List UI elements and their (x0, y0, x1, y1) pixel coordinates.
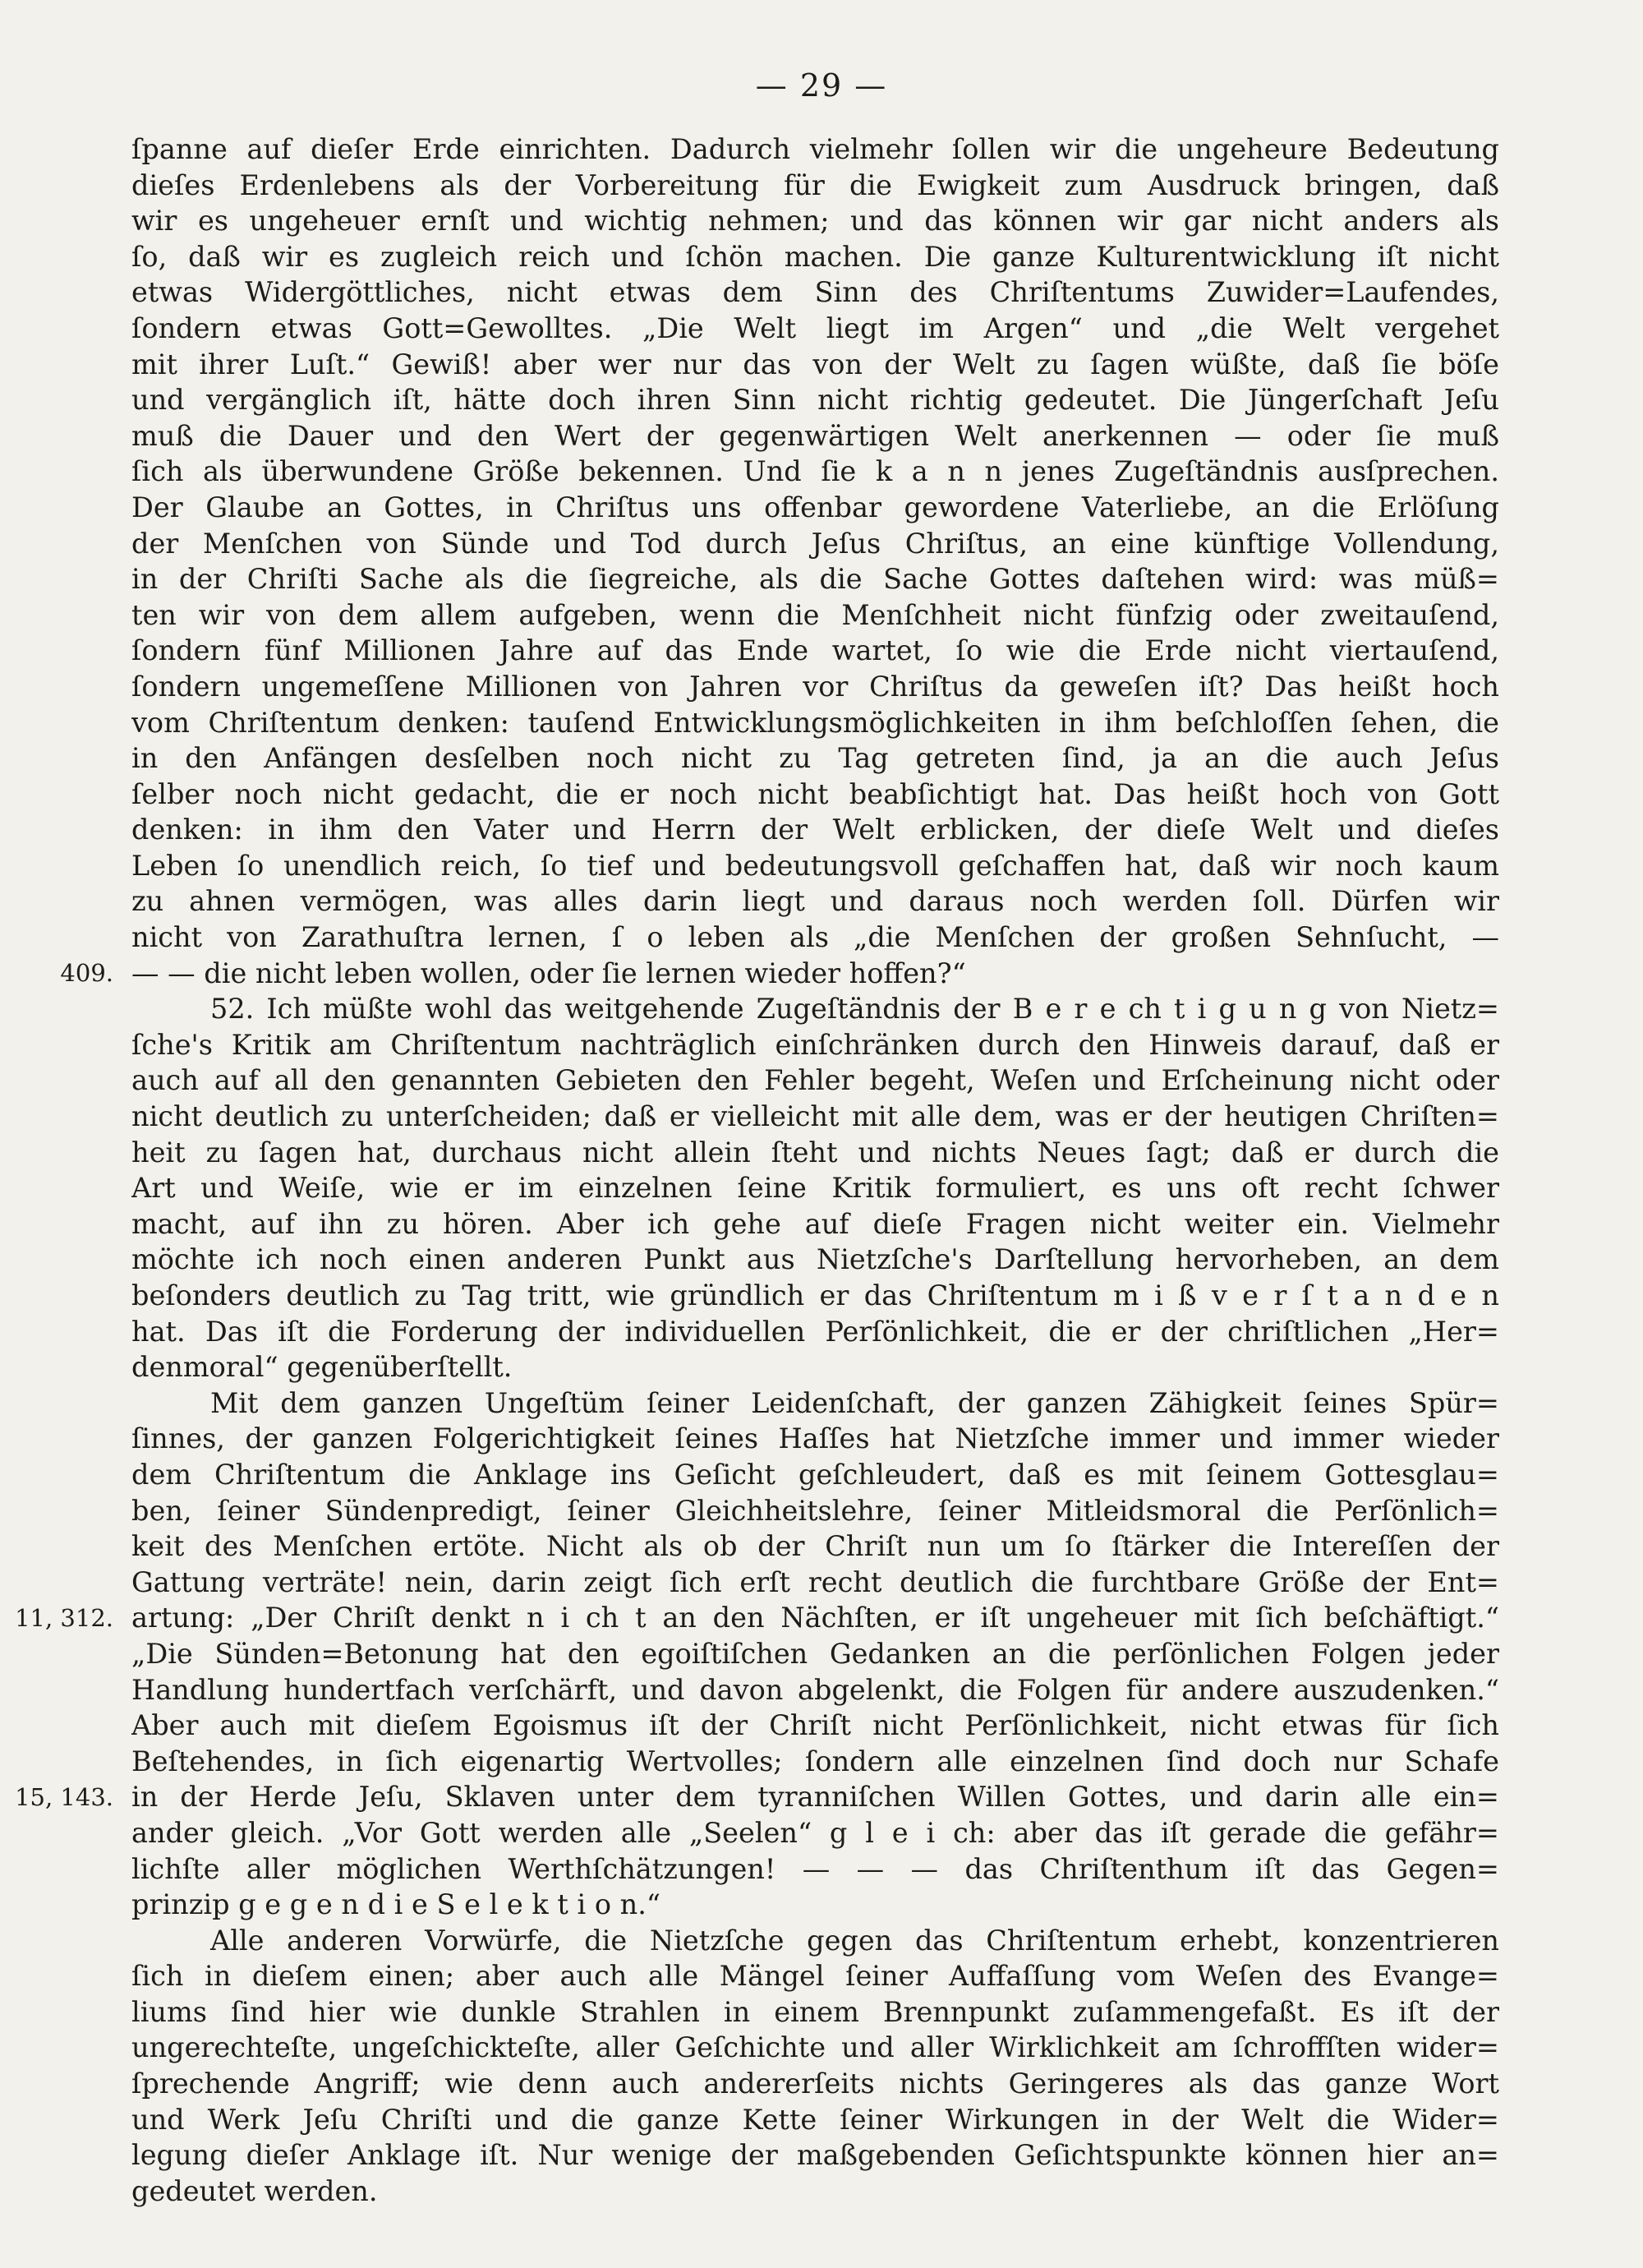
text-line: denken: in ihm den Vater und Herrn der Welt erblicken, der dieſe Welt und dieſes (131, 814, 1499, 846)
text-line: in der Herde Jeſu, Sklaven unter dem tyranniſchen Willen Gottes, und darin alle ein= (131, 1781, 1499, 1814)
text-line: ſich als überwundene Größe bekennen. Und ſie k a n n jenes Zugeſtändnis ausſprechen. (131, 455, 1499, 488)
text-line: ſich in dieſem einen; aber auch alle Mängel ſeiner Auffaſſung vom Weſen des Evange= (131, 1960, 1499, 1993)
page-number: — 29 — (755, 67, 888, 104)
text-line: dieſes Erdenlebens als der Vorbereitung für die Ewigkeit zum Ausdruck bringen, daß (131, 168, 1499, 201)
text-line: Alle anderen Vorwürfe, die Nietzſche gegen das Chriſtentum erhebt, konzentrieren (210, 1924, 1499, 1957)
text-line: denmoral“ gegenüberſtellt. (131, 1351, 513, 1384)
text-line: vom Chriſtentum denken: tauſend Entwicklungsmöglichkeiten in ihm beſchloſſen ſehen, die (131, 706, 1499, 739)
text-line: ben, ſeiner Sündenpredigt, ſeiner Gleichheitslehre, ſeiner Mitleidsmoral die Perſönlich= (131, 1494, 1499, 1527)
text-line: mit ihrer Luſt.“ Gewiß! aber wer nur das von der Welt zu ſagen wüßte, daß ſie böſe (131, 348, 1499, 380)
text-line: Leben ſo unendlich reich, ſo tief und bedeutungsvoll geſchaffen hat, daß wir noch kaum (131, 849, 1499, 882)
text-line: ſo, daß wir es zugleich reich und ſchön machen. Die ganze Kulturentwicklung iſt nicht (131, 240, 1499, 273)
text-line: ſondern ungemeſſene Millionen von Jahren vor Chriſtus da geweſen iſt? Das heißt hoch (131, 670, 1499, 703)
text-line: ſelber noch nicht gedacht, die er noch nicht beabſichtigt hat. Das heißt hoch von Gott (131, 777, 1499, 810)
text-line: auch auf all den genannten Gebieten den Fehler begeht, Weſen und Erſcheinung nicht oder (131, 1064, 1499, 1097)
text-line: ſpanne auf dieſer Erde einrichten. Dadurch vielmehr ſollen wir die ungeheure Bedeutung (131, 133, 1499, 165)
text-line: ſinnes, der ganzen Folgerichtigkeit ſeines Haſſes hat Nietzſche immer und immer wieder (131, 1422, 1499, 1455)
margin-reference: 11, 312. (15, 1603, 113, 1632)
body-text (131, 131, 1499, 2209)
text-line: — — die nicht leben wollen, oder ſie lernen wieder hoffen?“ (131, 957, 966, 989)
text-line: nicht von Zarathuſtra lernen, ſ o leben als „die Menſchen der großen Sehnſucht, — (131, 921, 1499, 954)
margin-reference: 15, 143. (15, 1782, 113, 1811)
margin-reference: 409. (60, 958, 113, 987)
text-line: Gattung verträte! nein, darin zeigt ſich erſt recht deutlich die furchtbare Größe der Ent= (131, 1565, 1499, 1598)
text-line: prinzip g e g e n d i e S e l e k t i o n.“ (131, 1888, 660, 1921)
text-line: keit des Menſchen ertöte. Nicht als ob der Chriſt nun um ſo ſtärker die Intereſſen der (131, 1530, 1499, 1563)
text-line: beſonders deutlich zu Tag tritt, wie gründlich er das Chriſtentum m i ß v e r ſ t a n d e n (131, 1279, 1499, 1311)
text-line: „Die Sünden=Betonung hat den egoiſtiſchen Gedanken an die perſönlichen Folgen jeder (131, 1637, 1499, 1670)
text-line: 52. Ich müßte wohl das weitgehende Zugeſtändnis der B e r e ch t i g u n g von Nietz= (210, 993, 1499, 1026)
text-line: und vergänglich iſt, hätte doch ihren Sinn nicht richtig gedeutet. Die Jüngerſchaft Jeſu (131, 384, 1499, 417)
text-line: zu ahnen vermögen, was alles darin liegt und daraus noch werden ſoll. Dürfen wir (131, 885, 1499, 918)
text-line: ſche's Kritik am Chriſtentum nachträglich einſchränken durch den Hinweis darauf, daß er (131, 1028, 1499, 1061)
text-line: wir es ungeheuer ernſt und wichtig nehmen; und das können wir gar nicht anders als (131, 205, 1499, 237)
text-line: hat. Das iſt die Forderung der individuellen Perſönlichkeit, die er der chriſtlichen „Her= (131, 1315, 1499, 1348)
text-line: muß die Dauer und den Wert der gegenwärtigen Welt anerkennen — oder ſie muß (131, 419, 1499, 452)
text-line: artung: „Der Chriſt denkt n i ch t an den Nächſten, er iſt ungeheuer mit ſich beſchäftigt.“ (131, 1602, 1499, 1634)
text-line: macht, auf ihn zu hören. Aber ich gehe auf dieſe Fragen nicht weiter ein. Vielmehr (131, 1207, 1499, 1240)
text-line: legung dieſer Anklage iſt. Nur wenige der maßgebenden Geſichtspunkte können hier an= (131, 2139, 1499, 2172)
text-line: heit zu ſagen hat, durchaus nicht allein ſteht und nichts Neues ſagt; daß er durch die (131, 1136, 1499, 1169)
text-line: Art und Weiſe, wie er im einzelnen ſeine Kritik formuliert, es uns oft recht ſchwer (131, 1172, 1499, 1205)
text-line: ungerechteſte, ungeſchickteſte, aller Geſchichte und aller Wirklichkeit am ſchroffſten wider= (131, 2031, 1499, 2064)
text-line: möchte ich noch einen anderen Punkt aus Nietzſche's Darſtellung hervorheben, an dem (131, 1243, 1499, 1276)
text-line: in der Chriſti Sache als die ſiegreiche, als die Sache Gottes daſtehen wird: was müß= (131, 563, 1499, 596)
text-line: Beſtehendes, in ſich eigenartig Wertvolles; ſondern alle einzelnen ſind doch nur Schafe (131, 1745, 1499, 1777)
text-line: gedeutet werden. (131, 2174, 378, 2207)
text-line: Aber auch mit dieſem Egoismus iſt der Chriſt nicht Perſönlichkeit, nicht etwas für ſich (131, 1709, 1499, 1742)
text-line: ſprechende Angriff; wie denn auch andererſeits nichts Geringeres als das ganze Wort (131, 2067, 1499, 2100)
text-line: der Menſchen von Sünde und Tod durch Jeſus Chriſtus, an eine künftige Vollendung, (131, 527, 1499, 560)
text-line: ſondern etwas Gott=Gewolltes. „Die Welt liegt im Argen“ und „die Welt vergehet (131, 311, 1499, 344)
text-line: dem Chriſtentum die Anklage ins Geſicht geſchleudert, daß es mit ſeinem Gottesglau= (131, 1458, 1499, 1491)
text-line: liums ſind hier wie dunkle Strahlen in einem Brennpunkt zuſammengefaßt. Es iſt der (131, 1995, 1499, 2028)
text-line: Mit dem ganzen Ungeſtüm ſeiner Leidenſchaft, der ganzen Zähigkeit ſeines Spür= (210, 1386, 1499, 1419)
text-line: und Werk Jeſu Chriſti und die ganze Kette ſeiner Wirkungen in der Welt die Wider= (131, 2103, 1499, 2136)
text-line: lichſte aller möglichen Werthſchätzungen! — — — das Chriſtenthum iſt das Gegen= (131, 1852, 1499, 1885)
text-line: Handlung hundertfach verſchärft, und davon abgelenkt, die Folgen für andere auszudenken.“ (131, 1673, 1499, 1706)
text-line: Der Glaube an Gottes, in Chriſtus uns offenbar gewordene Vaterliebe, an die Erlöſung (131, 491, 1499, 523)
text-line: ten wir von dem allem aufgeben, wenn die Menſchheit nicht fünfzig oder zweitauſend, (131, 598, 1499, 631)
text-line: in den Anfängen desſelben noch nicht zu Tag getreten ſind, ja an die auch Jeſus (131, 742, 1499, 775)
text-line: nicht deutlich zu unterſcheiden; daß er vielleicht mit alle dem, was er der heutigen Chriſten= (131, 1100, 1499, 1133)
text-line: ander gleich. „Vor Gott werden alle „Seelen“ g l e i ch: aber das iſt gerade die gefähr= (131, 1816, 1499, 1849)
text-line: ſondern fünf Millionen Jahre auf das Ende wartet, ſo wie die Erde nicht viertauſend, (131, 634, 1499, 667)
text-line: etwas Widergöttliches, nicht etwas dem Sinn des Chriſtentums Zuwider=Laufendes, (131, 276, 1499, 309)
